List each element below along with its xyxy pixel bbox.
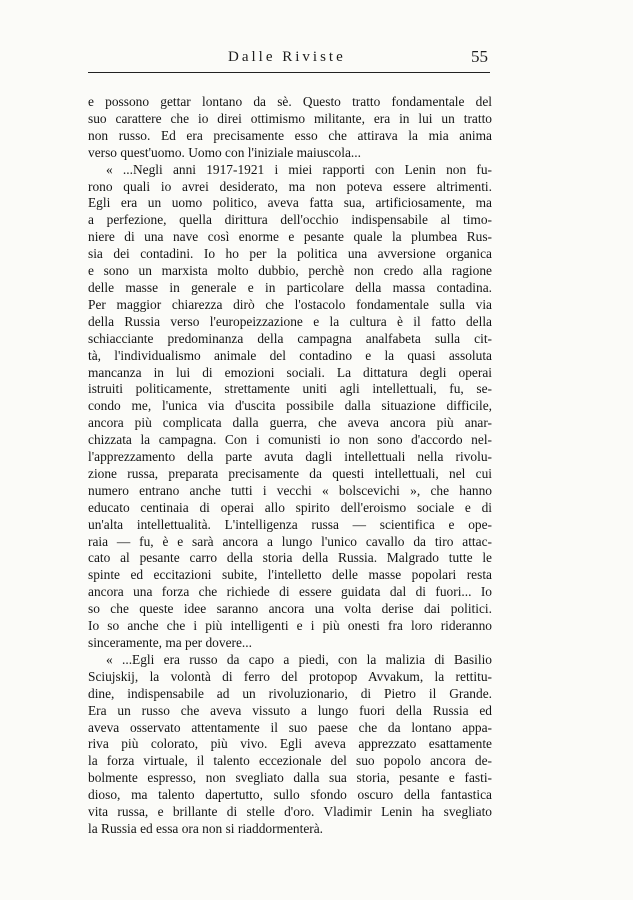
text-line: istruiti politicamente, strettamente uniti agli intellettuali, fu, se- [88, 381, 492, 397]
text-line: chizzata la campagna. Con i comunisti io non sono d'accordo nel- [88, 432, 492, 448]
text-line: dioso, ma talento dapertutto, sullo sfondo oscuro della fantastica [88, 787, 492, 803]
text-line: raia — fu, è e sarà ancora a lungo l'unico cavallo da tiro attac- [88, 533, 492, 549]
running-title: Dalle Riviste [228, 49, 346, 65]
text-line: ancora più complicata dalla guerra, che aveva ancora più anar- [88, 415, 492, 431]
text-line: « ...Egli era russo da capo a piedi, con la malizia di Basilio [106, 651, 492, 667]
text-line: e sono un marxista molto dubbio, perchè non credo alla ragione [88, 263, 492, 279]
text-line: rono quali io avrei desiderato, ma non poteva essere altrimenti. [88, 178, 492, 194]
text-line: riva più colorato, più vivo. Egli aveva apprezzato esattamente [88, 736, 492, 752]
text-line: sia dei contadini. Io ho per la politica una avversione organica [88, 246, 492, 262]
text-line: ancora una forza che richiede di essere guidata dal di fuori... Io [88, 584, 492, 600]
text-line: non russo. Ed era precisamente esso che attirava la mia anima [88, 127, 492, 143]
text-line: suo carattere che io direi ottimismo militante, era in lui un tratto [88, 110, 492, 126]
text-line: della Russia verso l'europeizzazione e la cultura è il fatto della [88, 313, 492, 329]
text-line: l'apprezzamento della parte avuta dagli intellettuali nella rivolu- [88, 449, 492, 465]
text-line: numero entrano anche tutti i vecchi « bolscevichi », che hanno [88, 482, 492, 498]
text-line: la Russia ed essa ora non si riaddormenterà. [88, 820, 324, 836]
body-text [88, 94, 492, 838]
text-line: niere di una nave così enorme e pesante quale la plumbea Rus- [88, 229, 492, 245]
text-line: cato al pesante carro della storia della Russia. Malgrado tutte le [88, 550, 492, 566]
text-line: Era un russo che aveva vissuto a lungo fuori della Russia ed [88, 702, 492, 718]
text-line: vita russa, e brillante di stelle d'oro. Vladimir Lenin ha svegliato [88, 804, 492, 820]
text-line: so che queste idee saranno ancora una volta derise dai politici. [88, 601, 492, 617]
text-line: e possono gettar lontano da sè. Questo tratto fondamentale del [88, 94, 492, 109]
text-line: mancanza in lui di emozioni sociali. La dittatura degli operai [88, 364, 492, 380]
text-line: « ...Negli anni 1917-1921 i miei rapporti con Lenin non fu- [106, 161, 492, 177]
text-line: tà, l'individualismo animale del contadino e la quasi assoluta [88, 347, 492, 363]
text-line: delle masse in generale e in particolare della massa contadina. [88, 279, 492, 295]
text-line: schiacciante predominanza della campagna analfabeta sulla cit- [88, 330, 492, 346]
text-line: un'alta intellettualità. L'intelligenza russa — scientifica e ope- [88, 516, 492, 532]
text-line: verso quest'uomo. Uomo con l'iniziale maiuscola... [88, 144, 361, 160]
text-line: sinceramente, ma per dovere... [88, 635, 252, 650]
text-line: Sciujskij, la volontà di ferro del protopop Avvakum, la rettitu- [88, 668, 492, 684]
text-line: zione russa, preparata precisamente da questi intellettuali, nel cui [88, 465, 492, 481]
text-line: condo me, l'unica via d'uscita possibile dalla situazione difficile, [88, 398, 492, 414]
page-header [88, 46, 490, 73]
text-line: aveva osservato attentamente il suo paese che da lontano appa- [88, 719, 492, 735]
text-line: Per maggior chiarezza dirò che l'ostacolo fondamentale sulla via [88, 296, 492, 312]
paragraph [88, 652, 492, 838]
text-line: educato centinaia di operai allo spirito dell'eroismo sociale e di [88, 499, 492, 515]
page-number: 55 [471, 47, 488, 66]
text-line: dine, indispensabile ad un rivoluzionario, di Pietro il Grande. [88, 685, 492, 701]
text-line: spinte ed eccitazioni subite, l'intelletto delle masse popolari resta [88, 567, 492, 583]
text-line: la forza virtuale, il talento eccezionale del suo popolo ancora de- [88, 753, 492, 769]
text-line: Io so anche che i più intelligenti e i più onesti fra loro rideranno [88, 618, 492, 634]
paragraph [88, 162, 492, 652]
text-line: Egli era un uomo politico, aveva fatta sua, artificiosamente, ma [88, 195, 492, 211]
paragraph [88, 94, 492, 162]
text-line: bolmente espresso, non svegliato dalla sua storia, pesante e fasti- [88, 770, 492, 786]
text-line: a perfezione, quella dirittura dell'occhio indispensabile al timo- [88, 212, 492, 228]
